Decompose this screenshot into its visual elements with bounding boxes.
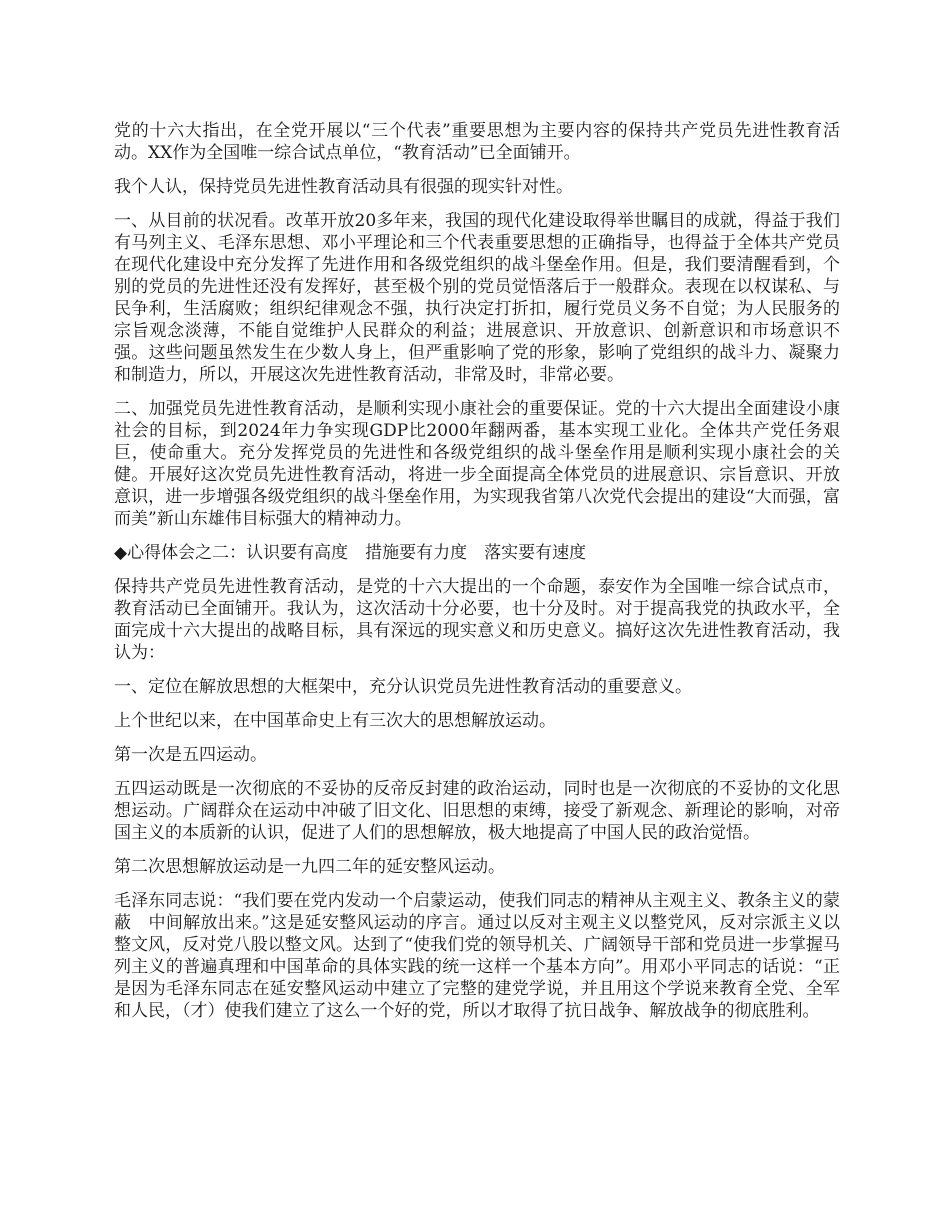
section-heading: ◆心得体会之二：认识要有高度 措施要有力度 落实要有速度 (114, 543, 587, 563)
paragraph-may-fourth: 五四运动既是一次彻底的不妥协的反帝反封建的政治运动，同时也是一次彻底的不妥协的文化思想运动。广阔群众在运动中冲破了旧文化、旧思想的束缚，接受了新观念、新理论的影响，对帝国主义的本质新的认识，促进了人们的思想解放，极大地提高了中国人民的政治觉悟。 (114, 779, 840, 843)
paragraph-history: 上个世纪以来，在中国革命史上有三次大的思想解放运动。 (114, 711, 556, 731)
paragraph-yanan: 毛泽东同志说：“我们要在党内发动一个启蒙运动，使我们同志的精神从主观主义、教条主义的蒙蔽 中间解放出来。”这是延安整风运动的序言。通过以反对主观主义以整党风，反对宗派主义以整文风，反对党八股以整文风。达到了“使我们党的领导机关、广阔领导干部和党员进一步掌握马列主义的普遍真理和中国革命的具体实践的统一这样一个基本方向”。用邓小平同志的话说：“正是因为毛泽东同志在延安整风运动中建立了完整的建党学说，并且用这个学说来教育全党、全军和人民，（才）使我们建立了这么一个好的党，所以才取得了抗日战争、解放战争的彻底胜利。 (114, 891, 840, 1021)
paragraph-section-intro: 保持共产党员先进性教育活动，是党的十六大提出的一个命题，泰安作为全国唯一综合试点市，教育活动已全面铺开。我认为，这次活动十分必要，也十分及时。对于提高我党的执政水平，全面完成十六大提出的战略目标，具有深远的现实意义和历史意义。搞好这次先进性教育活动，我认为： (114, 577, 840, 663)
paragraph-point-two: 二、加强党员先进性教育活动，是顺利实现小康社会的重要保证。党的十六大提出全面建设小康社会的目标，到2024年力争实现GDP比2000年翻两番，基本实现工业化。全体共产党任务艰巨，使命重大。充分发挥党员的先进性和各级党组织的战斗堡垒作用是顺利实现小康社会的关健。开展好这次党员先进性教育活动，将进一步全面提高全体党员的进展意识、宗旨意识、开放意识，进一步增强各级党组织的战斗堡垒作用，为实现我省第八次党代会提出的建设“大而强，富而美”新山东雄伟目标强大的精神动力。 (114, 399, 840, 529)
paragraph-intro: 党的十六大指出，在全党开展以“三个代表”重要思想为主要内容的保持共产党员先进性教育活动。XX作为全国唯一综合试点单位，“教育活动”已全面铺开。 (114, 121, 840, 163)
paragraph-opinion: 我个人认，保持党员先进性教育活动具有很强的现实针对性。 (114, 177, 573, 197)
paragraph-point-one: 一、从目前的状况看。改革开放20多年来，我国的现代化建设取得举世瞩目的成就，得益于我们有马列主义、毛泽东思想、邓小平理论和三个代表重要思想的正确指导，也得益于全体共产党员在现代化建设中充分发挥了先进作用和各级党组织的战斗堡垒作用。但是，我们要清醒看到，个别的党员的先进性还没有发挥好，甚至极个别的党员觉悟落后于一般群众。表现在以权谋私、与民争利，生活腐败；组织纪律观念不强，执行决定打折扣，履行党员义务不自觉；为人民服务的宗旨观念淡薄，不能自觉维护人民群众的利益；进展意识、开放意识、创新意识和市场意识不强。这些问题虽然发生在少数人身上，但严重影响了党的形象，影响了党组织的战斗力、凝聚力和制造力，所以，开展这次先进性教育活动，非常及时，非常必要。 (114, 211, 840, 385)
document-body (114, 120, 840, 1034)
paragraph-second-movement: 第二次思想解放运动是一九四二年的延安整风运动。 (114, 857, 505, 877)
paragraph-first-movement: 第一次是五四运动。 (114, 745, 267, 765)
paragraph-subheading: 一、定位在解放思想的大框架中，充分认识党员先进性教育活动的重要意义。 (114, 677, 692, 697)
